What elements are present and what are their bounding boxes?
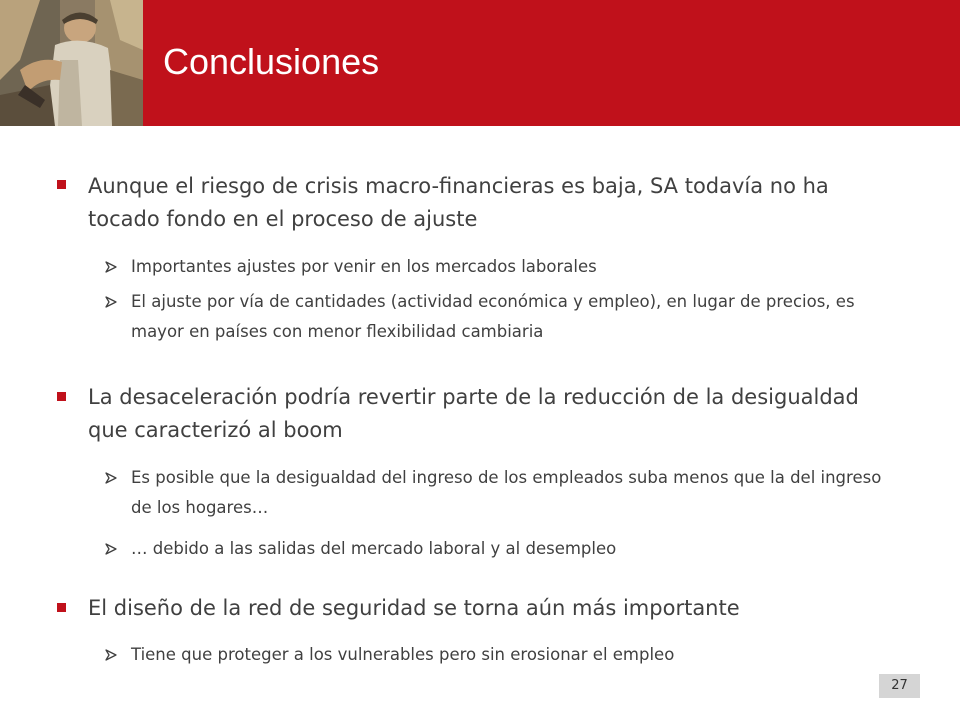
arrow-bullet-icon xyxy=(105,261,117,273)
bullet-1-sub-1: Importantes ajustes por venir en los mercados laborales xyxy=(131,257,597,276)
page-number-badge: 27 xyxy=(879,674,920,698)
square-bullet-icon xyxy=(57,180,66,189)
arrow-bullet-icon xyxy=(105,649,117,661)
bullet-2-text: La desaceleración podría revertir parte de la reducción de la desigualdad que caracterizó al boom xyxy=(88,385,859,442)
bullet-3-sub-1: Tiene que proteger a los vulnerables pero sin erosionar el empleo xyxy=(131,645,675,664)
square-bullet-icon xyxy=(57,392,66,401)
bullet-2-sub-2: … debido a las salidas del mercado laboral y al desempleo xyxy=(131,539,617,558)
arrow-bullet-icon xyxy=(105,296,117,308)
bullet-2-sub-1: Es posible que la desigualdad del ingreso de los empleados suba menos que la del ingreso de los hogares… xyxy=(131,468,882,517)
square-bullet-icon xyxy=(57,603,66,612)
arrow-bullet-icon xyxy=(105,472,117,484)
arrow-bullet-icon xyxy=(105,543,117,555)
bullet-1-text: Aunque el riesgo de crisis macro-financieras es baja, SA todavía no ha tocado fondo en el proceso de ajuste xyxy=(88,174,829,231)
slide-title: Conclusiones xyxy=(163,41,380,82)
bullet-1-sub-2: El ajuste por vía de cantidades (actividad económica y empleo), en lugar de precios, es mayor en países con menor flexibilidad cambiaria xyxy=(131,292,855,341)
bullet-3-text: El diseño de la red de seguridad se torna aún más importante xyxy=(88,596,740,620)
